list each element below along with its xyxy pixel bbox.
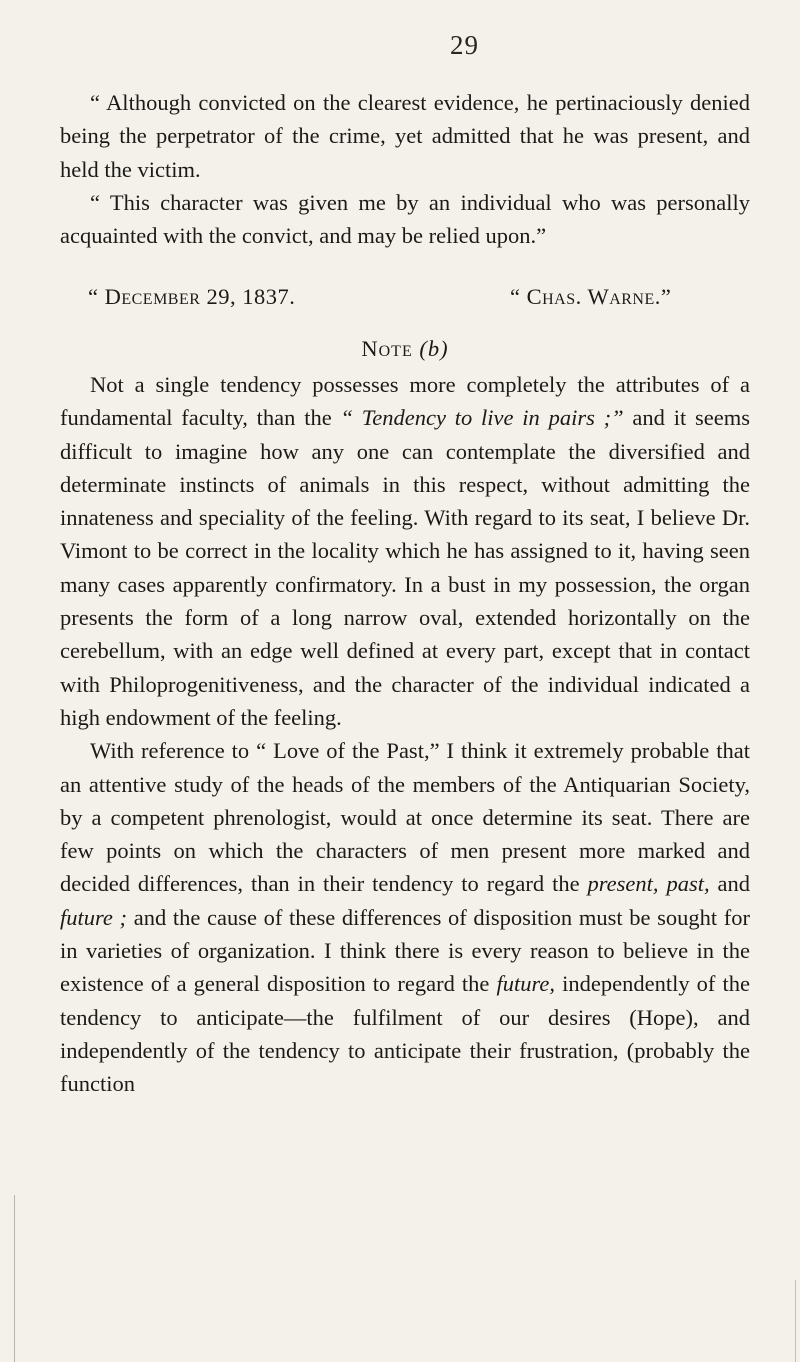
quote-signoff [60, 280, 750, 314]
page-number: 29 [450, 30, 479, 60]
note-p2-text-c: independently of the tendency to anticipate—the fulfilment of our desires (Hope), and independently of the tendency to anticipate their frustration, (probably the function [60, 971, 750, 1097]
note-p2-and: and [709, 871, 750, 897]
note-p2-past: past, [666, 871, 710, 897]
note-paragraph-1 [60, 368, 750, 734]
note-p2-future-2: future, [496, 971, 556, 997]
note-heading [60, 332, 750, 366]
note-p2-text-a: With reference to “ Love of the Past,” I think it extremely probable that an attentive study of the heads of the members of the Antiquarian Society, by a competent phrenologist, would at once determine its seat. There are few points on which the characters of men present more marked and decided differences, than in their tendency to regard the [60, 738, 750, 897]
note-heading-label: Note [361, 336, 413, 361]
page-edge-left [14, 1195, 15, 1362]
note-p1-text-end: and it seems difficult to imagine how any one can contemplate the diversified and determinate instincts of animals in this respect, without admitting the innateness and speciality of the feeling. With regard to its seat, I believe Dr. Vimont to be correct in the locality which he has assigned to it, having seen many cases apparently confirmatory. In a bust in my possession, the organ presents the form of a long narrow oval, extended horizontally on the cerebellum, with an edge well defined at every part, except that in contact with Philoprogenitiveness, and the character of the individual indicated a high endowment of the feeling. [60, 405, 750, 730]
note-p2-present: present, [587, 871, 659, 897]
quote-signature: “ Chas. Warne.” [510, 284, 672, 309]
note-p1-emphasis: “ Tendency to live in pairs ;” [340, 405, 624, 431]
quote-paragraph-2: “ This character was given me by an individual who was personally acquainted with the convict, and may be relied upon.” [60, 189, 750, 249]
note-paragraph-2 [60, 734, 750, 1100]
quote-block [60, 86, 750, 252]
note-body [60, 368, 750, 1101]
note-p2-text-b: and the cause of these differences of disposition must be sought for in varieties of organization. I think there is every reason to believe in the existence of a general disposition to regard the [60, 904, 751, 997]
note-p1-text-start: Not a single tendency possesses more completely the attributes of a fundamental faculty, than the [60, 372, 750, 431]
quote-date: “ December 29, 1837. [88, 284, 296, 309]
note-p2-future: future ; [60, 904, 128, 930]
page-edge-right [795, 1280, 796, 1362]
note-heading-letter: (b) [419, 336, 449, 361]
quote-paragraph-1: “ Although convicted on the clearest evidence, he pertinaciously denied being the perpetrator of the crime, yet admitted that he was present, and held the victim. [60, 90, 750, 182]
